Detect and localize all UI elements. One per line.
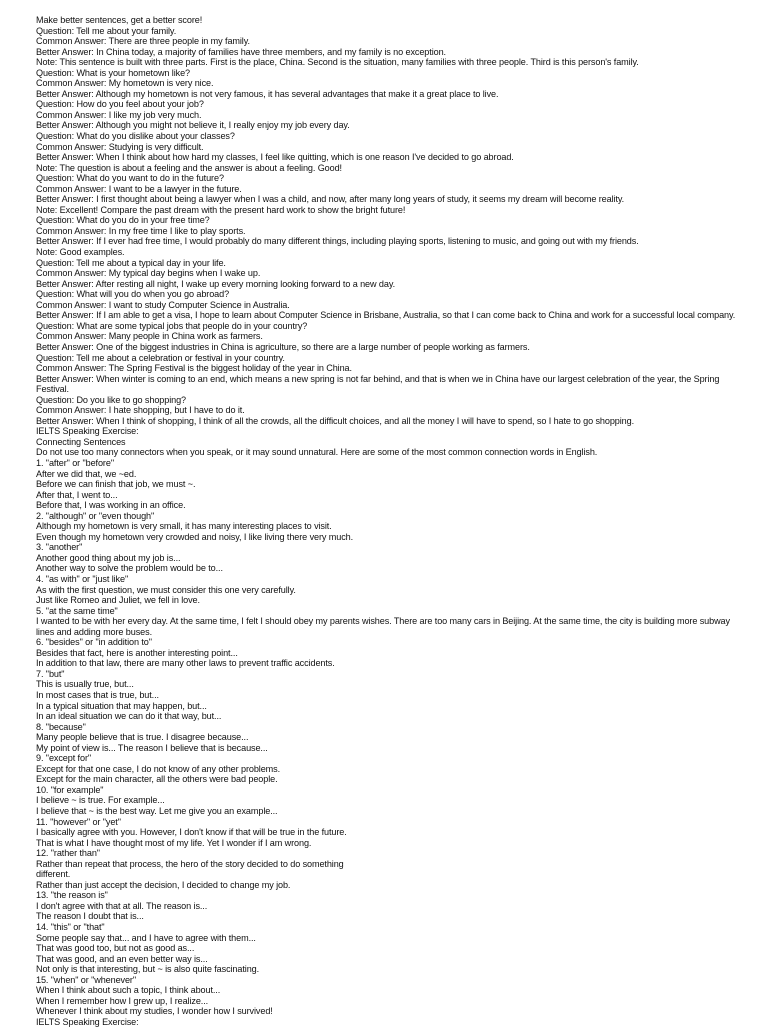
text-line: Note: This sentence is built with three parts. First is the place, China. Second is the situation, many families with three people. Third is this person's family. — [36, 57, 639, 68]
text-line: Common Answer: My hometown is very nice. — [36, 78, 214, 89]
text-line: Note: Good examples. — [36, 247, 125, 258]
text-line: That was good too, but not as good as... — [36, 943, 195, 954]
text-line: Besides that fact, here is another interesting point... — [36, 647, 238, 658]
text-line: 1. "after" or "before" — [36, 457, 114, 468]
text-line: Before we can finish that job, we must ~. — [36, 479, 196, 490]
text-line: Common Answer: Many people in China work as farmers. — [36, 331, 263, 342]
text-line: When I think about such a topic, I think about... — [36, 985, 221, 996]
text-line: Common Answer: I hate shopping, but I have to do it. — [36, 405, 245, 416]
text-line: I believe ~ is true. For example... — [36, 795, 165, 806]
text-line: Better Answer: If I ever had free time, I would probably do many different things, including playing sports, listening to music, and going out with my friends. — [36, 236, 639, 247]
text-line: 6. "besides" or "in addition to" — [36, 637, 152, 648]
text-line: Better Answer: When I think of shopping, I think of all the crowds, all the difficult choices, and all the money I will have to spend, so I hate to go shopping. — [36, 415, 635, 426]
text-line: Note: The question is about a feeling and the answer is about a feeling. Good! — [36, 162, 342, 173]
text-line: Common Answer: I want to be a lawyer in the future. — [36, 183, 242, 194]
text-line: Question: What is your hometown like? — [36, 67, 190, 78]
text-line: 12. "rather than" — [36, 848, 100, 859]
text-line: 14. "this" or "that" — [36, 922, 105, 933]
text-line: After we did that, we ~ed. — [36, 468, 137, 479]
text-line: 5. "at the same time" — [36, 605, 118, 616]
text-line: Rather than repeat that process, the hero of the story decided to do something — [36, 858, 344, 869]
text-line: Better Answer: If I am able to get a visa, I hope to learn about Computer Science in Brisbane, Australia, so that I can come back to China and work for a successful local company. — [36, 310, 736, 321]
text-line: 2. "although" or "even though" — [36, 510, 155, 521]
text-line: As with the first question, we must consider this one very carefully. — [36, 584, 296, 595]
text-line: Question: Tell me about a celebration or festival in your country. — [36, 352, 285, 363]
text-line: Question: What will you do when you go abroad? — [36, 289, 230, 300]
text-line: Question: How do you feel about your job? — [36, 99, 204, 110]
text-line: In addition to that law, there are many other laws to prevent traffic accidents. — [36, 658, 335, 669]
text-line: Although my hometown is very small, it has many interesting places to visit. — [36, 521, 332, 532]
text-line: This is usually true, but... — [36, 679, 134, 690]
text-line: 7. "but" — [36, 668, 65, 679]
text-line: Better Answer: When winter is coming to an end, which means a new spring is not far behind, and that is when we in China have our largest celebration of the year, the Spring Festival. — [36, 373, 720, 395]
text-line: In most cases that is true, but... — [36, 690, 159, 700]
text-line: Another good thing about my job is... — [36, 552, 181, 563]
text-line: Do not use too many connectors when you speak, or it may sound unnatural. Here are some of the most common connection words in English. — [36, 447, 598, 458]
text-line: Another way to solve the problem would be to... — [36, 563, 223, 574]
text-line: Rather than just accept the decision, I decided to change my job. — [36, 879, 291, 890]
text-line: Question: What do you dislike about your classes? — [36, 131, 235, 142]
text-line: Except for the main character, all the others were bad people. — [36, 774, 278, 785]
text-line: IELTS Speaking Exercise: — [36, 1016, 139, 1027]
text-line: Many people believe that is true. I disagree because... — [36, 732, 249, 743]
text-line: I don't agree with that at all. The reason is... — [36, 900, 208, 911]
text-line: Some people say that... and I have to agree with them... — [36, 932, 256, 943]
text-line: 8. "because" — [36, 721, 86, 732]
text-line: Make better sentences, get a better score! — [36, 15, 203, 25]
text-line: Whenever I think about my studies, I wonder how I survived! — [36, 1006, 273, 1017]
text-line: My point of view is... The reason I believe that is because... — [36, 742, 268, 753]
text-line: 4. "as with" or "just like" — [36, 573, 129, 584]
text-line: Better Answer: After resting all night, I wake up every morning looking forward to a new day. — [36, 278, 396, 289]
text-line: Question: What do you want to do in the future? — [36, 173, 224, 184]
text-line: Except for that one case, I do not know of any other problems. — [36, 763, 281, 774]
text-line: In a typical situation that may happen, but... — [36, 700, 207, 711]
text-line: Common Answer: I want to study Computer Science in Australia. — [36, 299, 290, 310]
text-line: Common Answer: My typical day begins when I wake up. — [36, 268, 261, 279]
text-line: The reason I doubt that is... — [36, 911, 144, 922]
text-line: Even though my hometown very crowded and noisy, I like living there very much. — [36, 531, 354, 542]
text-line: I believe that ~ is the best way. Let me give you an example... — [36, 806, 278, 817]
text-line: That is what I have thought most of my life. Yet I wonder if I am wrong. — [36, 837, 312, 848]
text-line: Better Answer: I first thought about being a lawyer when I was a child, and now, after many long years of study, it seems my dream will become reality. — [36, 194, 625, 205]
text-line: In an ideal situation we can do it that way, but... — [36, 711, 222, 722]
text-line: different. — [36, 869, 71, 880]
text-line: 10. "for example" — [36, 784, 104, 795]
text-line: Not only is that interesting, but ~ is also quite fascinating. — [36, 964, 260, 975]
text-line: Common Answer: Studying is very difficult. — [36, 141, 204, 152]
text-line: Better Answer: When I think about how hard my classes, I feel like quitting, which is one reason I've decided to go abroad. — [36, 152, 514, 163]
text-line: IELTS Speaking Exercise: — [36, 426, 139, 437]
text-line: 11. "however" or "yet" — [36, 816, 121, 827]
text-line: Common Answer: I like my job very much. — [36, 109, 202, 120]
text-line: Question: Tell me about a typical day in your life. — [36, 257, 226, 268]
text-line: Question: What do you do in your free time? — [36, 215, 210, 226]
text-line: Better Answer: One of the biggest industries in China is agriculture, so there are a large number of people working as farmers. — [36, 341, 530, 352]
text-line: I wanted to be with her every day. At the same time, I felt I should obey my parents wishes. There are too many cars in Beijing. At the same time, the city is building more subway lines and adding more buses. — [36, 616, 730, 637]
text-line: Just like Romeo and Juliet, we fell in love. — [36, 595, 200, 606]
text-line: Question: Tell me about your family. — [36, 25, 177, 36]
text-line: 13. "the reason is" — [36, 890, 108, 901]
text-line: Better Answer: In China today, a majority of families have three members, and my family is no exception. — [36, 46, 446, 57]
text-line: When I remember how I grew up, I realize... — [36, 995, 209, 1006]
document-body — [36, 15, 736, 1028]
text-line: After that, I went to... — [36, 489, 118, 500]
text-line: Common Answer: In my free time I like to play sports. — [36, 225, 246, 236]
text-line: 3. "another" — [36, 542, 83, 553]
text-line: 15. "when" or "whenever" — [36, 974, 136, 985]
text-line: Note: Excellent! Compare the past dream with the present hard work to show the bright future! — [36, 204, 406, 215]
text-line: Connecting Sentences — [36, 436, 126, 447]
text-line: Better Answer: Although you might not believe it, I really enjoy my job every day. — [36, 120, 350, 131]
text-line: Question: What are some typical jobs that people do in your country? — [36, 320, 308, 331]
text-line: Common Answer: The Spring Festival is the biggest holiday of the year in China. — [36, 363, 352, 374]
text-line: 9. "except for" — [36, 753, 91, 764]
text-line: Before that, I was working in an office. — [36, 500, 186, 511]
text-line: I basically agree with you. However, I don't know if that will be true in the future. — [36, 827, 347, 838]
text-line: That was good, and an even better way is... — [36, 953, 208, 964]
text-line: Question: Do you like to go shopping? — [36, 394, 186, 405]
text-line: Better Answer: Although my hometown is not very famous, it has several advantages that make it a great place to live. — [36, 88, 499, 99]
text-line: Common Answer: There are three people in my family. — [36, 36, 250, 47]
